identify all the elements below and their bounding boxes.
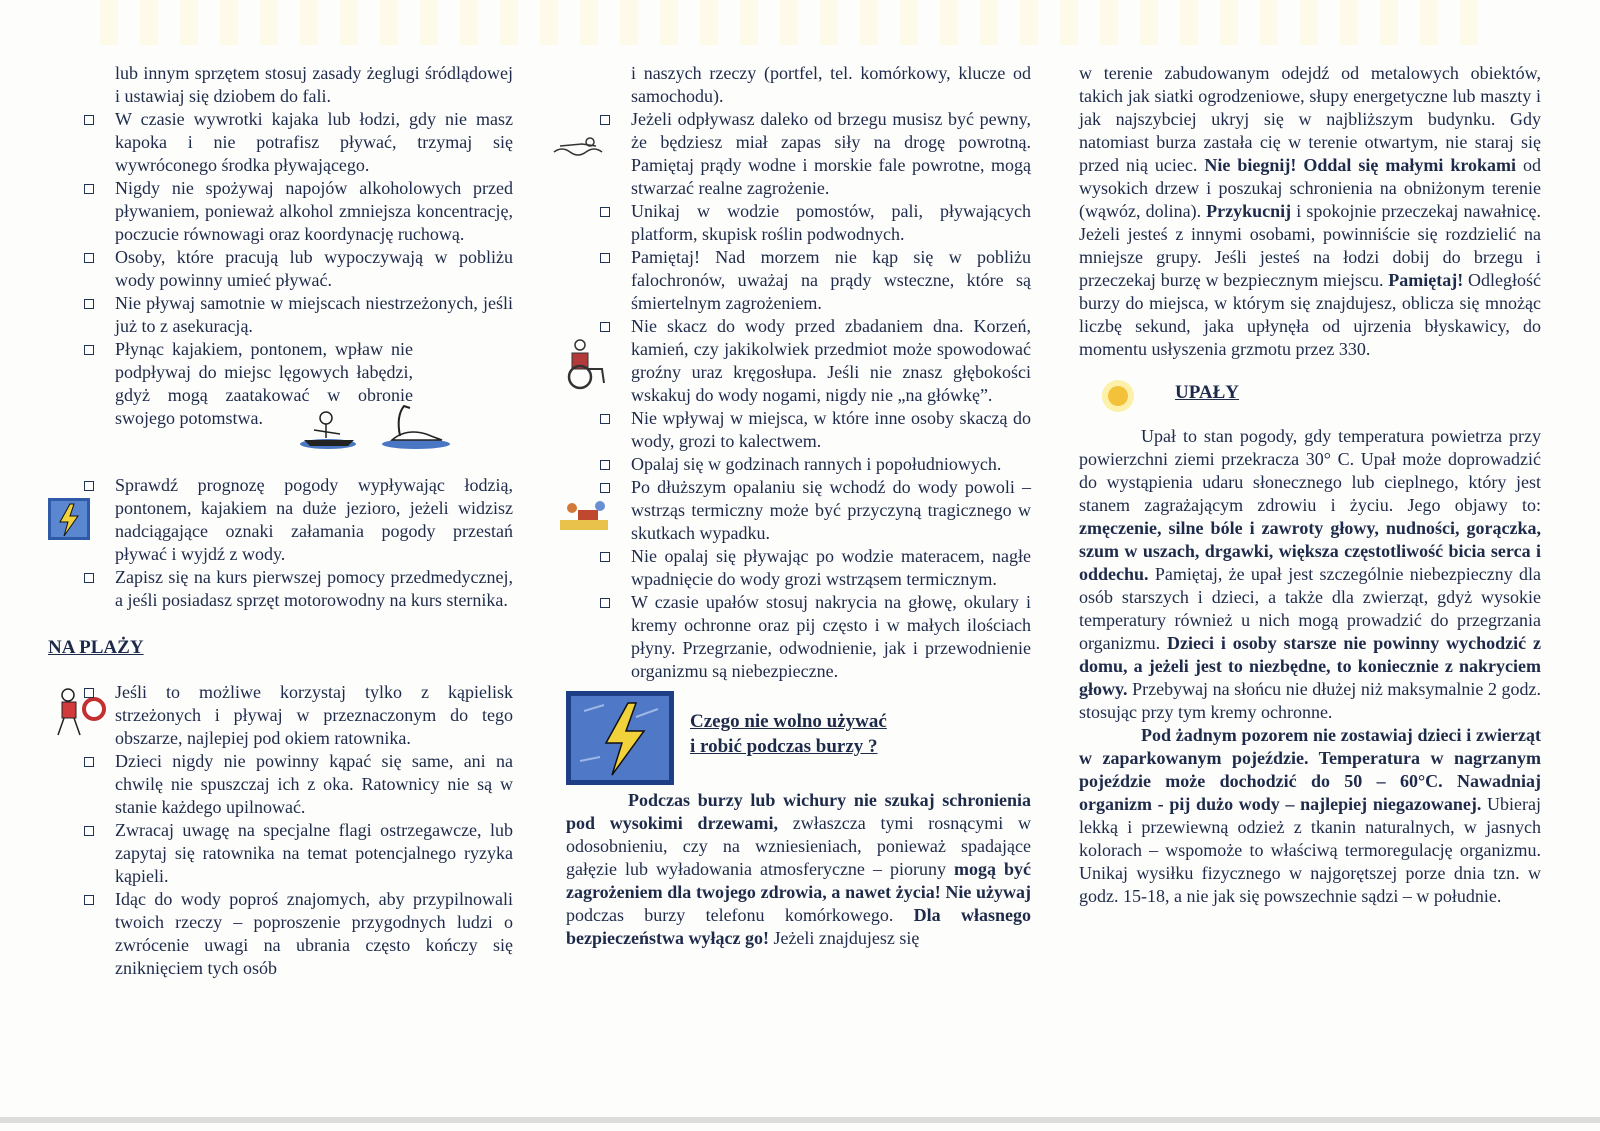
list-item: Jeśli to możliwe korzystaj tylko z kąpielisk strzeżonych i pływaj w przeznaczonym do tego obszarze, najlepiej pod okiem ratownika.: [48, 681, 513, 750]
storm-paragraph: Podczas burzy lub wichury nie szukaj schronienia pod wysokimi drzewami, zwłaszcza tymi rosnącymi w odosobnieniu, czy na wzniesieniach, ponieważ spadające gałęzie lub wyładowania atmosferyczne – pioruny mogą być zagrożeniem dla twojego zdrowia, a nawet życia! Nie używaj podczas burzy telefonu komórkowego. Dla własnego bezpieczeństwa wyłącz go! Jeżeli znajdujesz się: [566, 790, 1031, 948]
lifeguard-icon: [52, 687, 108, 739]
checkbox-bullet-icon: [600, 598, 610, 608]
checkbox-bullet-icon: [84, 253, 94, 263]
list-item: Pamiętaj! Nad morzem nie kąp się w pobliżu falochronów, uważaj na prądy wsteczne, które są śmiertelnym zagrożeniem.: [566, 246, 1031, 315]
list-item: Dzieci nigdy nie powinny kąpać się same, ani na chwilę nie spuszczaj ich z oka. Ratownicy nie są w stanie każdego upilnować.: [48, 750, 513, 819]
swimmer-icon: [552, 134, 608, 158]
checkbox-bullet-icon: [84, 184, 94, 194]
sunbathing-icon: [560, 498, 608, 534]
sun-icon: [1101, 379, 1135, 413]
bottom-border: [0, 1117, 1600, 1123]
list-item: Idąc do wody poproś znajomych, aby przypilnowali twoich rzeczy – poproszenie przygodnych ludzi o zwrócenie uwagi na ubrania często kończy się zniknięciem tych osób: [48, 888, 513, 980]
list-item: W czasie upałów stosuj nakrycia na głowę, okulary i kremy ochronne oraz pij często i w małych ilościach płyny. Przegrzanie, odwodnienie, jak i przewodnienie organizmu są niebezpieczne.: [566, 591, 1031, 683]
column-3: [1079, 62, 1541, 908]
checkbox-bullet-icon: [84, 826, 94, 836]
list-item: Zapisz się na kurs pierwszej pomocy przedmedycznej, a jeśli posiadasz sprzęt motorowodny na kurs sternika.: [48, 566, 513, 612]
list-item: Nie skacz do wody przed zbadaniem dna. Korzeń, kamień, czy jakikolwiek przedmiot może spowodować groźny uraz kręgosłupa. Jeśli nie znasz głębokości wskakuj do wody nogami, nigdy nie „na główkę”.: [566, 315, 1031, 407]
list-item: Zwracaj uwagę na specjalne flagi ostrzegawcze, lub zapytaj się ratownika na temat potencjalnego ryzyka kąpieli.: [48, 819, 513, 888]
kayak-swan-icon: [296, 400, 466, 452]
list-item: Nigdy nie spożywaj napojów alkoholowych przed pływaniem, ponieważ alkohol zmniejsza koncentrację, poczucie równowagi oraz koordynację ruchową.: [48, 177, 513, 246]
checkbox-bullet-icon: [600, 460, 610, 470]
list-item: Osoby, które pracują lub wypoczywają w pobliżu wody powinny umieć pływać.: [48, 246, 513, 292]
list-item: Unikaj w wodzie pomostów, pali, pływających platform, skupisk roślin podwodnych.: [566, 200, 1031, 246]
storm-continuation: w terenie zabudowanym odejdź od metalowych obiektów, takich jak siatki ogrodzeniowe, słupy energetyczne lub maszty i jak najszybciej ukryj się w najbliższym budynku. Gdy natomiast burza zastała cię w terenie otwartym, nie staraj się przed nią uciec. Nie biegnij! Oddal się małymi krokami od wysokich drzew i poszukaj schronienia na obniżonym terenie (wąwóz, dolina). Przykucnij i spokojnie przeczekaj nawałnicę. Jeżeli jesteś z innymi osobami, powinniście się rozdzielić na mniejsze grupy. Jeśli jesteś na łodzi dobij do brzegu i przeczekaj burzę w bezpiecznym miejscu. Pamiętaj! Odległość burzy do miejsca, w którym się znajdujesz, oblicza się mnożąc liczbę sekund, jaka upłynęła od ujrzenia błyskawicy, do momentu usłyszenia grzmotu przez 330.: [1079, 63, 1542, 359]
checkbox-bullet-icon: [84, 115, 94, 125]
list-item: Nie pływaj samotnie w miejscach niestrzeżonych, jeśli już to z asekuracją.: [48, 292, 513, 338]
list-item: Nie wpływaj w miejsca, w które inne osoby skaczą do wody, grozi to kalectwem.: [566, 407, 1031, 453]
heat-heading-block: [1079, 361, 1541, 425]
checkbox-bullet-icon: [84, 481, 94, 491]
checkbox-bullet-icon: [600, 253, 610, 263]
checkbox-bullet-icon: [84, 688, 94, 698]
checkbox-bullet-icon: [600, 115, 610, 125]
list-item: Po dłuższym opalaniu się wchodź do wody powoli – wstrząs termiczny może być przyczyną tragicznego w skutkach wypadku.: [566, 476, 1031, 545]
column-1: [48, 62, 513, 980]
heat-paragraph-2: Pod żadnym pozorem nie zostawiaj dzieci i zwierząt w zaparkowanym pojeździe. Temperatura w nagrzanym pojeździe może dochodzić do 50 – 60°C. Nawadniaj organizm - pij dużo wody – najlepiej niegazowanej. Ubieraj lekką i przewiewną odzież z tkanin naturalnych, w jasnych kolorach – wspomoże to właściwą termoregulację organizmu. Unikaj wysiłku fizycznego w najgorętszej porze dnia tzn. w godz. 15-18, a nie jak się powszechnie sądzi – w południe.: [1079, 725, 1541, 906]
checkbox-bullet-icon: [600, 414, 610, 424]
checkbox-bullet-icon: [84, 895, 94, 905]
checkbox-bullet-icon: [600, 483, 610, 493]
checkbox-bullet-icon: [600, 552, 610, 562]
heat-paragraph-1: Upał to stan pogody, gdy temperatura powietrza przy powierzchni ziemi przekracza 30° C. Upał może doprowadzić do wystąpienia udaru słonecznego lub cieplnego, który jest stanem zagrażającym zdrowiu i życiu. Jego objawy to: zmęczenie, silne bóle i zawroty głowy, nudności, gorączka, szum w uszach, drgawki, większa częstotliwość bicia serca i oddechu. Pamiętaj, że upał jest szczególnie niebezpieczny dla osób starszych i dzieci, a także dla zwierząt, gdyż wysokie temperatury również u nich mogą prowadzić do przegrzania organizmu. Dzieci i osoby starsze nie powinny wychodzić z domu, a jeżeli jest to niezbędne, to koniecznie z nakryciem głowy. Przebywaj na słońcu nie dłużej niż maksymalnie 2 godz. stosując przy tym kremy ochronne.: [1079, 426, 1541, 722]
section-heading-beach: NA PLAŻY: [48, 637, 144, 658]
storm-lightning-icon: [48, 498, 90, 540]
continuation: i naszych rzeczy (portfel, tel. komórkowy, klucze od samochodu).: [631, 63, 1031, 106]
checkbox-bullet-icon: [84, 757, 94, 767]
list-item: Jeżeli odpływasz daleko od brzegu musisz być pewny, że będziesz miał zapas siły na drogę powrotną. Pamiętaj prądy wodne i morskie fale powrotne, mogą stwarzać realne zagrożenie.: [566, 108, 1031, 200]
list-item: Opalaj się w godzinach rannych i popołudniowych.: [566, 453, 1031, 476]
checkbox-bullet-icon: [600, 207, 610, 217]
wheelchair-icon: [560, 339, 610, 391]
header-stripes: [100, 0, 1500, 45]
checkbox-bullet-icon: [84, 573, 94, 583]
storm-lightning-icon: [566, 691, 674, 785]
storm-heading-line-2: i robić podczas burzy ?: [690, 736, 878, 757]
storm-heading-block: [566, 689, 1031, 789]
column-2: [566, 62, 1031, 950]
checkbox-bullet-icon: [84, 299, 94, 309]
kayak-swan-clipart: [48, 430, 513, 474]
list-item: Sprawdź prognozę pogody wypływając łodzią, pontonem, kajakiem na duże jezioro, jeżeli widzisz nadciągające oznaki załamania pogody przestań pływać i wyjdź z wody.: [48, 474, 513, 566]
intro-continuation: lub innym sprzętem stosuj zasady żeglugi śródlądowej i ustawiaj się dziobem do fali.: [115, 63, 513, 106]
section-heading-heat: UPAŁY: [1175, 382, 1240, 403]
checkbox-bullet-icon: [600, 322, 610, 332]
storm-heading-line-1: Czego nie wolno używać: [690, 711, 887, 732]
list-item: Nie opalaj się pływając po wodzie materacem, nagłe wpadnięcie do wody grozi wstrząsem termicznym.: [566, 545, 1031, 591]
list-item: Płynąc kajakiem, pontonem, wpław nie podpływaj do miejsc lęgowych łabędzi, gdyż mogą zaatakować w obronie swojego potomstwa.: [48, 338, 513, 430]
checkbox-bullet-icon: [84, 345, 94, 355]
list-item: W czasie wywrotki kajaka lub łodzi, gdy nie masz kapoka i nie potrafisz pływać, trzymaj się wywróconego środka pływającego.: [48, 108, 513, 177]
